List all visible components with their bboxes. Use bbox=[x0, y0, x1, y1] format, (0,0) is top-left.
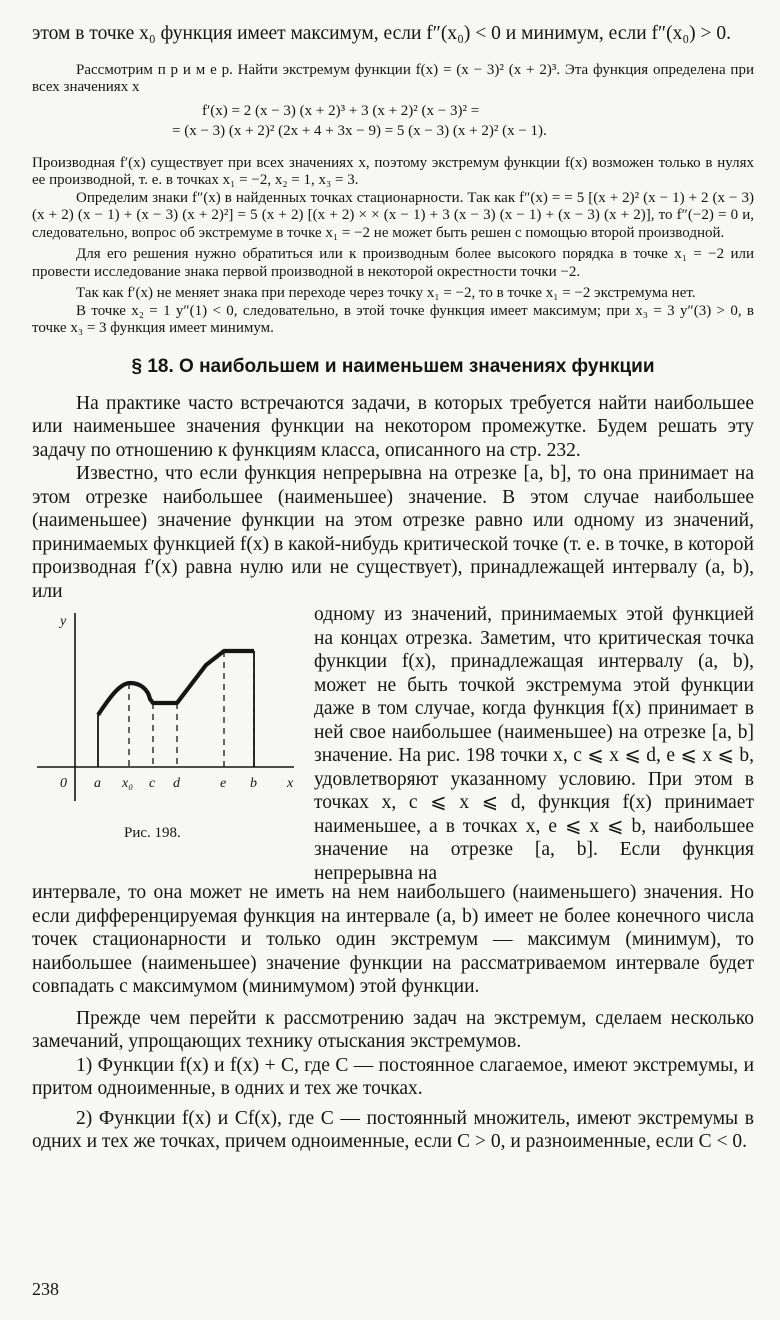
origin-label: 0 bbox=[60, 776, 67, 791]
figure-block bbox=[32, 603, 754, 884]
section-paragraph-3: Прежде чем перейти к рассмотрению задач на экстремум, сделаем несколько замечаний, упрощающих технику отыскания экстремумов. bbox=[32, 1007, 754, 1052]
example-intro: Рассмотрим п р и м е р. Найти экстремум функции f(x) = (x − 3)² (x + 2)³. Эта функция определена при всех значениях x bbox=[32, 61, 754, 95]
example-paragraph-5: В точке x₂ = 1 y″(1) < 0, следовательно, в этой точке функция имеет максимум; при x₃ = 3 y″(3) > 0, в точке x₃ = 3 функция имеет минимум. bbox=[32, 302, 754, 336]
section-paragraph-1: На практике часто встречаются задачи, в которых требуется найти наибольшее или наименьшее значения функции на некотором промежутке. Будем решать эту задачу по отношению к функциям класса, описанного на стр. 232. bbox=[32, 392, 754, 461]
section-paragraph-2-side: одному из значений, принимаемых этой функцией на концах отрезка. Заметим, что критическая точка функции f(x), принадлежащая интервалу (a, b), может не быть точкой экстремума этой функции даже в том случае, когда функция f(x) принимает в ней свое наибольшее (наименьшее) на отрезке [a, b] значение. На рис. 198 точки x, c ⩽ x ⩽ d, e ⩽ x ⩽ b, удовлетворяют указанному условию. При этом в точках x, c ⩽ x ⩽ d, функция f(x) принимает наименьшее, а в точках x, e ⩽ x ⩽ b, наибольшее значение на отрезке [a, b]. Если функция непрерывна на bbox=[314, 604, 754, 884]
equation-line-2: = (x − 3) (x + 2)² (2x + 4 + 3x − 9) = 5 (x − 3) (x + 2)² (x − 1). bbox=[172, 122, 547, 139]
section-paragraph-5: 2) Функции f(x) и Cf(x), где C — постоянный множитель, имеют экстремумы в одних и тех же точках, причем одноименные, если C > 0, и разноименные, если C < 0. bbox=[32, 1107, 754, 1152]
figure-198 bbox=[32, 603, 312, 859]
section-paragraph-4: 1) Функции f(x) и f(x) + C, где C — постоянное слагаемое, имеют экстремумы, и притом одноименные, в одних и тех же точках. bbox=[32, 1054, 754, 1099]
section-paragraph-2-top: Известно, что если функция непрерывна на отрезке [a, b], то она принимает на этом отрезке наибольшее (наименьшее) значение. В этом случае наибольшее (наименьшее) значение функции на этом отрезке равно или одному из значений, принимаемых функцией f(x) в какой-нибудь критической точке (т. е. в точке, в которой производная f′(x) равна нулю или не существует), принадлежащей интервалу (a, b), или bbox=[32, 463, 754, 602]
axis-y-label: y bbox=[60, 614, 67, 629]
axis-x-label: x bbox=[287, 776, 294, 791]
example-paragraph-2: Определим знаки f″(x) в найденных точках стационарности. Так как f″(x) = = 5 [(x + 2)² (x − 1) + 2 (x − 3) (x + 2) (x − 1) + (x − 3) (x + 2)²] = 5 (x + 2) [(x + 2) × × (x − 1) + 3 (x − 3) (x − 1) + (x − 3) (x + 2)], то f″(−2) = 0 и, следовательно, вопрос об экстремуме в точке x₁ = −2 не может быть решен с помощью второй производной. bbox=[32, 189, 754, 241]
paragraph-top: этом в точке x₀ функция имеет максимум, если f″(x₀) < 0 и минимум, если f″(x₀) > 0. bbox=[32, 23, 732, 44]
section-paragraph-2-bottom: интервале, то она может не иметь на нем наибольшего (наименьшего) значения. Но если дифференцируемая функция на интервале (a, b) имеет не более конечного числа точек стационарности и только один экстремум — максимум (минимум), то наибольшее (наименьшее) значение функции на рассматриваемом интервале будет совпадать с максимумом (минимумом) этой функции. bbox=[32, 882, 754, 997]
tick-a: a bbox=[94, 776, 101, 791]
example-paragraph-1: Производная f′(x) существует при всех значениях x, поэтому экстремум функции f(x) возможен только в нулях ее производной, т. е. в точках x₁ = −2, x₂ = 1, x₃ = 3. bbox=[32, 154, 754, 188]
tick-d: d bbox=[173, 776, 180, 791]
example-paragraph-4: Так как f′(x) не меняет знака при переходе через точку x₁ = −2, то в точке x₁ = −2 экстремума нет. bbox=[76, 285, 696, 301]
example-paragraph-3: Для его решения нужно обратиться или к производным более высокого порядка в точке x₁ = −2 или провести исследование знака первой производной в некоторой окрестности точки −2. bbox=[32, 246, 754, 280]
tick-e: e bbox=[220, 776, 227, 791]
dashed-guides bbox=[129, 651, 254, 767]
tick-c: c bbox=[149, 776, 156, 791]
tick-b: b bbox=[250, 776, 257, 791]
page-number: 238 bbox=[32, 1279, 59, 1299]
function-curve bbox=[98, 651, 254, 715]
section-heading: § 18. О наибольшем и наименьшем значениях функции bbox=[131, 355, 655, 377]
tick-labels bbox=[94, 776, 257, 791]
book-page bbox=[32, 22, 754, 1154]
tick-x0: x₀ bbox=[122, 776, 134, 791]
equation-line-1: f′(x) = 2 (x − 3) (x + 2)³ + 3 (x + 2)² (x − 3)² = bbox=[202, 102, 480, 119]
figure-caption: Рис. 198. bbox=[124, 825, 181, 841]
